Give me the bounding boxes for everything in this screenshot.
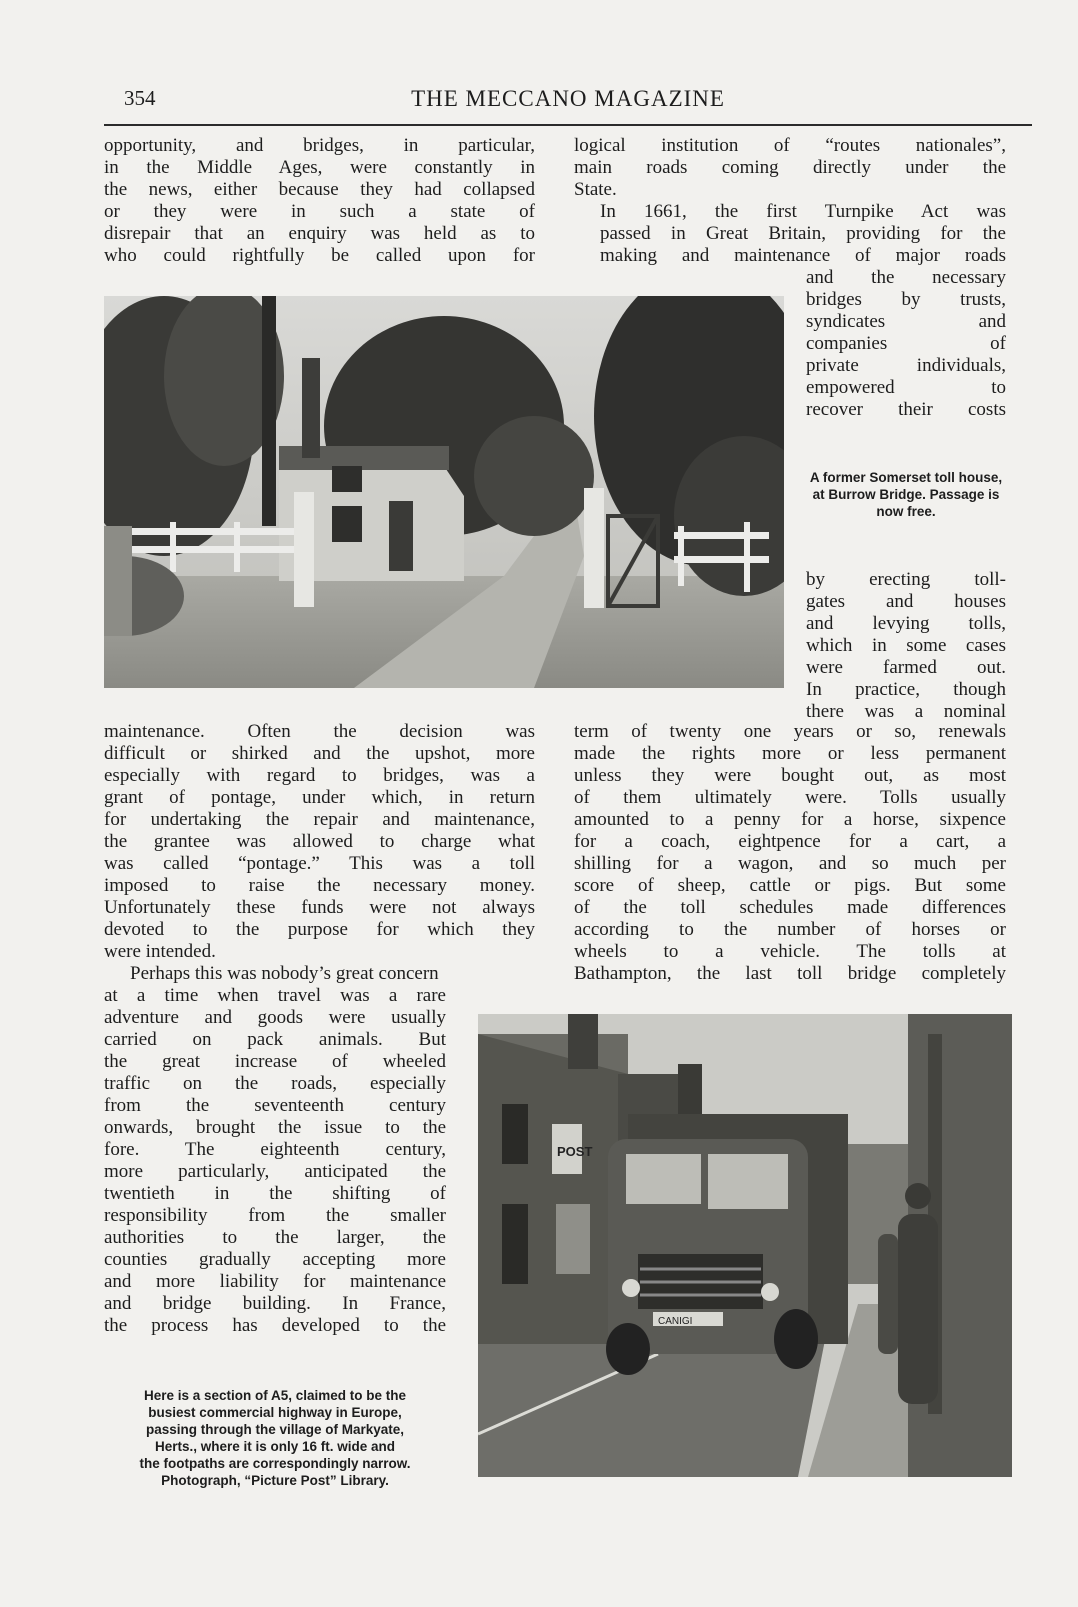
page-header xyxy=(104,86,1032,120)
text-line: at a time when travel was a rare xyxy=(104,985,446,1006)
text-line: logical institution of “routes nationales”, xyxy=(574,135,1006,156)
text-line: were intended. xyxy=(104,941,216,962)
text-line: twentieth in the shifting of xyxy=(104,1183,446,1204)
text-line: Bathampton, the last toll bridge completely xyxy=(574,963,1006,984)
text-line: devoted to the purpose for which they xyxy=(104,919,535,940)
col1-top-paragraph xyxy=(104,135,535,267)
text-line: were farmed out. xyxy=(806,657,1006,678)
text-line: State. xyxy=(574,179,617,200)
text-line: and more liability for maintenance xyxy=(104,1271,446,1292)
text-line: adventure and goods were usually xyxy=(104,1007,446,1028)
photo2-caption xyxy=(100,1387,450,1489)
text-line: main roads coming directly under the xyxy=(574,157,1006,178)
text-line: amounted to a penny for a horse, sixpence xyxy=(574,809,1006,830)
text-line: carried on pack animals. But xyxy=(104,1029,446,1050)
text-line: for a coach, eightpence for a cart, a xyxy=(574,831,1006,852)
text-line: was called “pontage.” This was a toll xyxy=(104,853,535,874)
text-line: made the rights more or less permanent xyxy=(574,743,1006,764)
text-line: recover their costs xyxy=(806,399,1006,420)
col2-turnpike-paragraph xyxy=(574,201,1006,267)
text-line: shilling for a wagon, and so much per xyxy=(574,853,1006,874)
col1-pontage-paragraph xyxy=(104,721,535,963)
text-line: gates and houses xyxy=(806,591,1006,612)
text-line: In practice, though xyxy=(806,679,1006,700)
text-line: more particularly, anticipated the xyxy=(104,1161,446,1182)
text-line: of them ultimately were. Tolls usually xyxy=(574,787,1006,808)
photo1-caption: A former Somerset toll house, at Burrow Bridge. Passage is now free. xyxy=(809,470,1003,519)
text-line: maintenance. Often the decision was xyxy=(104,721,535,742)
text-line: In 1661, the first Turnpike Act was xyxy=(600,201,1006,222)
text-line: the great increase of wheeled xyxy=(104,1051,446,1072)
text-line: counties gradually accepting more xyxy=(104,1249,446,1270)
text-line: for undertaking the repair and maintenance, xyxy=(104,809,535,830)
text-line: opportunity, and bridges, in particular, xyxy=(104,135,535,156)
text-line: syndicates and xyxy=(806,311,1006,332)
text-line: empowered to xyxy=(806,377,1006,398)
text-line: authorities to the larger, the xyxy=(104,1227,446,1248)
col1-narrow-paragraph xyxy=(104,985,446,1337)
text-line: Unfortunately these funds were not always xyxy=(104,897,535,918)
text-line: fore. The eighteenth century, xyxy=(104,1139,446,1160)
header-rule xyxy=(104,124,1032,126)
text-line: especially with regard to bridges, was a xyxy=(104,765,535,786)
markyate-street-photo xyxy=(478,1014,1012,1477)
text-line: or they were in such a state of xyxy=(104,201,535,222)
text-line: the grantee was allowed to charge what xyxy=(104,831,535,852)
text-line: making and maintenance of major roads xyxy=(600,245,1006,266)
text-line: and levying tolls, xyxy=(806,613,1006,634)
text-line: from the seventeenth century xyxy=(104,1095,446,1116)
text-line: grant of pontage, under which, in return xyxy=(104,787,535,808)
text-line: score of sheep, cattle or pigs. But some xyxy=(574,875,1006,896)
caption-line: Herts., where it is only 16 ft. wide and xyxy=(154,1439,396,1454)
text-line: companies of xyxy=(806,333,1006,354)
text-line: there was a nominal xyxy=(806,701,1006,722)
post-sign: POST xyxy=(557,1144,593,1159)
text-line: term of twenty one years or so, renewals xyxy=(574,721,1006,742)
caption-line: passing through the village of Markyate, xyxy=(145,1422,405,1437)
text-line: of the toll schedules made differences xyxy=(574,897,1006,918)
text-line: in the Middle Ages, were constantly in xyxy=(104,157,535,178)
text-line: according to the number of horses or xyxy=(574,919,1006,940)
text-line: which in some cases xyxy=(806,635,1006,656)
text-line: wheels to a vehicle. The tolls at xyxy=(574,941,1006,962)
text-line: bridges by trusts, xyxy=(806,289,1006,310)
text-line: by erecting toll- xyxy=(806,569,1006,590)
text-line: unless they were bought out, as most xyxy=(574,765,1006,786)
text-line: difficult or shirked and the upshot, more xyxy=(104,743,535,764)
text-line: onwards, brought the issue to the xyxy=(104,1117,446,1138)
text-line: private individuals, xyxy=(806,355,1006,376)
col2-beside-photo-text-2 xyxy=(806,569,1006,723)
magazine-title: THE MECCANO MAGAZINE xyxy=(411,86,725,111)
text-line: the process has developed to the xyxy=(104,1315,446,1336)
caption-line: busiest commercial highway in Europe, xyxy=(148,1405,402,1420)
text-line: and the necessary xyxy=(806,267,1006,288)
caption-line: Here is a section of A5, claimed to be the xyxy=(143,1388,407,1403)
col1-perhaps-first-line: Perhaps this was nobody’s great concern xyxy=(130,963,439,984)
text-line: imposed to raise the necessary money. xyxy=(104,875,535,896)
col2-tolls-paragraph xyxy=(574,721,1006,985)
lorry-plate: CANIGI xyxy=(658,1316,693,1327)
caption-line: the footpaths are correspondingly narrow. xyxy=(139,1456,411,1471)
text-line: who could rightfully be called upon for xyxy=(104,245,535,266)
toll-house-photo xyxy=(104,296,784,688)
page-number: 354 xyxy=(124,86,156,110)
text-line: responsibility from the smaller xyxy=(104,1205,446,1226)
text-line: traffic on the roads, especially xyxy=(104,1073,446,1094)
text-line: and bridge building. In France, xyxy=(104,1293,446,1314)
text-line: disrepair that an enquiry was held as to xyxy=(104,223,535,244)
text-line: passed in Great Britain, providing for the xyxy=(600,223,1006,244)
text-line: the news, either because they had collapsed xyxy=(104,179,535,200)
col2-top-paragraph xyxy=(574,135,1006,201)
caption-line: Photograph, “Picture Post” Library. xyxy=(161,1473,389,1488)
col2-beside-photo-text xyxy=(806,267,1006,421)
